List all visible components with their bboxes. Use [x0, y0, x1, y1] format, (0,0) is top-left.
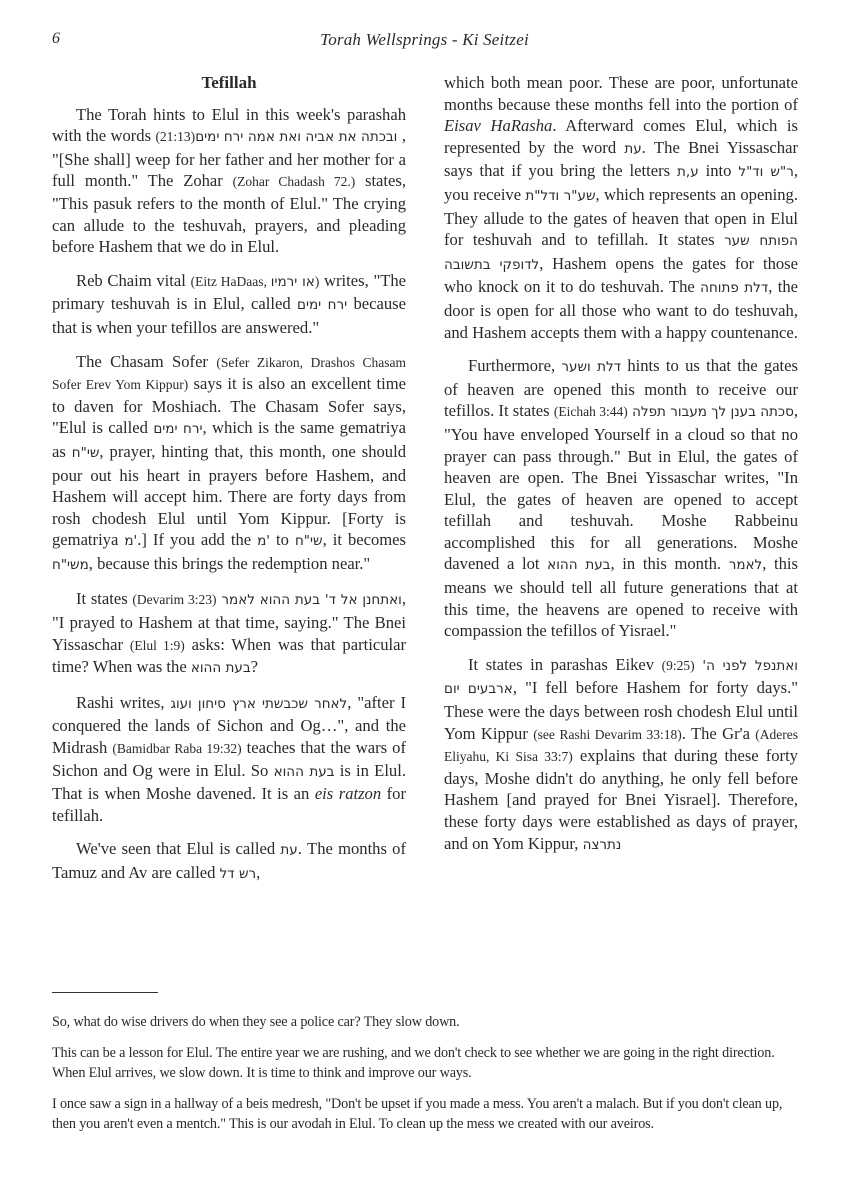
text: , it becomes [322, 530, 406, 550]
italic-term: eis ratzon [314, 784, 382, 804]
page-header [52, 30, 797, 54]
hebrew-quote: נתרצה [582, 836, 622, 853]
text: states, "This pasuk refers to the month of Elul." The crying can allude to the teshuvah, prayers, and pleading before Hashem that we do in Elul. [52, 171, 407, 257]
hebrew-quote: משי"ח [52, 556, 89, 573]
footnote: This can be a lesson for Elul. The entire year we are rushing, and we don't check to see whether we are going in the right direction. When Elul arrives, we slow down. It is time to think and improve our ways. [52, 1044, 775, 1081]
paragraph [52, 692, 406, 827]
text: asks: When was that particular time? When was the [52, 634, 406, 677]
text: , because this brings the redemption near." [88, 553, 371, 573]
hebrew-quote: ואתחנן אל ד' בעת ההוא לאמר [216, 592, 402, 609]
text: , "I prayed to Hashem at that time, saying." The Bnei Yissaschar [52, 589, 406, 654]
text: , in this month. [610, 554, 729, 574]
text: . The months of Tamuz and Av are called [52, 839, 406, 882]
paragraph [52, 351, 406, 577]
text: for tefillah. [52, 784, 406, 825]
hebrew-quote: בעת ההוא [190, 660, 251, 677]
text: It states in parashas Eikev [468, 654, 662, 674]
hebrew-quote: רש דל [219, 866, 257, 882]
text: , this means we should tell all future generations that at this time, the heavens are opened to receive with compassion the tefillos of Yisrael." [444, 554, 798, 641]
hebrew-quote: שע"ר ודל"ת [525, 187, 596, 204]
footnote-divider [52, 992, 158, 993]
source-citation: (Eitz HaDaas, [190, 273, 271, 289]
hebrew-quote: דלת ושער [561, 359, 622, 376]
footnote: So, what do wise drivers do when they see a police car? They slow down. [52, 1014, 460, 1030]
hebrew-quote: שי"ח [294, 533, 323, 550]
text: which both mean poor. These are poor, unfortunate months because these months fell into the portion of [444, 73, 798, 114]
paragraph [52, 588, 406, 679]
hebrew-quote: בעת ההוא [547, 557, 611, 574]
hebrew-quote: לאמר [728, 557, 763, 574]
hebrew-quote: עת [624, 140, 642, 157]
text: The Chasam Sofer [76, 351, 217, 371]
text: , prayer, hinting that, this month, one should pour out his heart in prayers before Hashem, and Hashem will accept him. There are forty days from rosh chodesh Elul until Yom Kippur. [Forty is gematriya [52, 441, 406, 550]
hebrew-quote: ע,ת [677, 164, 699, 181]
text: , "[She shall] weep for her father and her mother for a full month." The Zohar [52, 126, 406, 191]
source-citation: (21:13) [155, 129, 196, 145]
text: , you receive [444, 161, 798, 204]
hebrew-quote: דלת פתוחה [700, 280, 769, 297]
text: , Hashem opens the gates for those who knock on it to do teshuvah. The [444, 253, 798, 297]
hebrew-quote: מ' [124, 533, 138, 550]
text: is in Elul. That is when Moshe davened. It is an [52, 760, 406, 804]
paragraph [444, 355, 798, 642]
text: The Torah hints to Elul in this week's parashah with the words [52, 104, 406, 146]
text: , the door is open for all those who want to do teshuvah, and Hashem accepts them with a happy countenance. [444, 277, 799, 342]
text: . The Bnei Yissaschar says that if you bring the letters [444, 137, 798, 181]
text: hints to us that the gates of heaven are opened this month to receive our tefillos. It states [444, 356, 798, 421]
hebrew-quote: ר"ש וד"ל [738, 164, 794, 181]
paragraph [52, 270, 406, 339]
text: to [270, 530, 295, 550]
source-citation: (9:25) [661, 657, 695, 673]
text: Reb Chaim vital [76, 270, 191, 290]
footnote: I once saw a sign in a hallway of a beis medresh, "Don't be upset if you made a mess. You aren't a malach. But if you don't clean up, then you aren't even a mentch." This is our avodah in Elul. To clean up the mess we created with our aveiros. [52, 1095, 783, 1132]
text: Rashi writes, [76, 692, 171, 712]
text: .] If you add the [137, 530, 258, 550]
source-citation: (Aderes Eliyahu, Ki Sisa 33:7) [444, 726, 798, 765]
hebrew-quote: לאחר שכבשתי ארץ סיחון ועוג [170, 695, 348, 712]
hebrew-quote: ירח ימים [297, 297, 348, 314]
source-citation: (Sefer Zikaron, Drashos Chasam Sofer Erev Yom Kippur) [52, 354, 406, 393]
text: , which represents an opening. They allude to the gates of heaven that open in Elul for teshuvah and to tefillah. It states [444, 184, 798, 250]
section-title: Tefillah [201, 73, 257, 92]
page-number: 6 [52, 30, 60, 47]
text: , which is the same gematriya as [52, 418, 406, 461]
text: teaches that the wars of Sichon and Og were in Elul. So [52, 738, 406, 780]
text: , [256, 863, 261, 882]
text: into [698, 161, 739, 181]
text: . The Gr'a [681, 723, 756, 743]
hebrew-quote: ירח ימים [153, 421, 203, 438]
paragraph [444, 654, 798, 856]
hebrew-quote: הפותח שער לדופקי בתשובה [444, 233, 798, 273]
hebrew-quote: עת [280, 842, 298, 859]
text: Furthermore, [468, 356, 562, 376]
source-citation: (Elul 1:9) [129, 637, 185, 653]
source-citation-end: ) [314, 273, 320, 289]
hebrew-quote: שי"ח [71, 444, 100, 461]
hebrew-quote: ובכתה את אביה ואת אמה ירח ימים [195, 129, 402, 146]
text: . Afterward comes Elul, which is represented by the word [444, 116, 798, 157]
text: ? [250, 657, 258, 677]
hebrew-quote: בעת ההוא [273, 763, 335, 780]
source-citation: (see Rashi Devarim 33:18) [533, 726, 682, 742]
text: We've seen that Elul is called [76, 839, 281, 859]
text: says it is also an excellent time to daven for Moshiach. The Chasam Sofer says, "Elul is called [52, 374, 406, 438]
left-column [52, 72, 406, 898]
italic-term: Eisav HaRasha [444, 116, 553, 136]
hebrew-quote: ואתנפל לפני ה' ארבעים יום [444, 657, 798, 698]
right-column [444, 72, 798, 868]
text: It states [76, 589, 133, 609]
text: because that is when your tefillos are answered." [52, 294, 407, 337]
hebrew-quote: מ' [257, 533, 271, 550]
source-citation: (Devarim 3:23) [132, 592, 217, 608]
text: explains that during these forty days, Moshe didn't do anything, he only fell before Hashem [and prayed for Bnei Yisrael]. Therefore, these forty days were established as days of prayer, and on Yom Kippur, [444, 746, 798, 853]
paragraph [52, 838, 406, 885]
paragraph-continued [444, 72, 798, 343]
footnotes [52, 1012, 800, 1145]
text: , "I fell before Hashem for forty days." These were the days between rosh chodesh Elul until Yom Kippur [444, 678, 798, 743]
paragraph [52, 104, 406, 258]
running-title: Torah Wellsprings - Ki Seitzei [320, 30, 529, 49]
text: , "You have enveloped Yourself in a cloud so that no prayer can pass through." But in Elul, the gates of heaven are open. The Bnei Yissaschar writes, "In Elul, the gates of heaven are opened to accept tefillah and teshuvah. Moshe Rabbeinu accomplished this for all generations. Moshe davened a lot [444, 401, 798, 574]
hebrew-quote: סכתה בענן לך מעבור תפלה [627, 404, 794, 421]
hebrew-source: או ירמיו [270, 273, 315, 290]
text: , "after I conquered the lands of Sichon and Og…", and the Midrash [52, 692, 407, 758]
source-citation: (Zohar Chadash 72.) [232, 174, 356, 190]
source-citation: (Eichah 3:44) [553, 404, 628, 420]
source-citation: (Bamidbar Raba 19:32) [112, 741, 242, 757]
text: writes, "The primary teshuvah is in Elul, called [52, 270, 407, 314]
